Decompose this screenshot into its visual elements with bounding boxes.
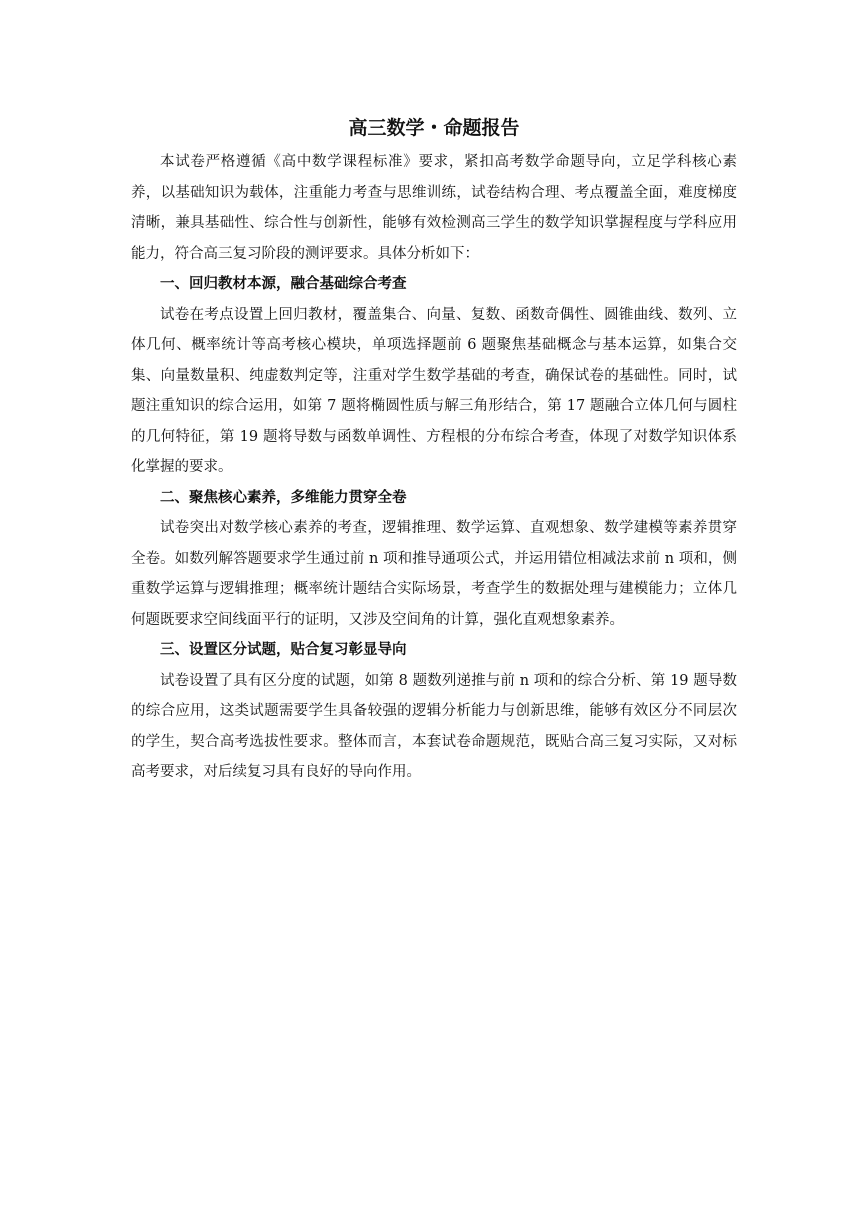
- report-title: 高三数学・命题报告: [348, 117, 520, 139]
- section-1-heading: 一、回归教材本源，融合基础综合考查: [160, 276, 407, 292]
- section-3-heading: 三、设置区分试题，贴合复习彰显导向: [160, 642, 407, 658]
- section-1-body: 试卷在考点设置上回归教材，覆盖集合、向量、复数、函数奇偶性、圆锥曲线、数列、立体几何、概率统计等高考核心模块，单项选择题前 6 题聚焦基础概念与基本运算，如集合交集、向量数量积、纯虚数判定等，注重对学生数学基础的考查，确保试卷的基础性。同时，试题注重知识的综合运用，如第 7 题将椭圆性质与解三角形结合，第 17 题融合立体几何与圆柱的几何特征，第 19 题将导数与函数单调性、方程根的分布综合考查，体现了对数学知识体系化掌握的要求。: [131, 306, 737, 475]
- intro-paragraph: 本试卷严格遵循《高中数学课程标准》要求，紧扣高考数学命题导向，立足学科核心素养，以基础知识为载体，注重能力考查与思维训练，试卷结构合理、考点覆盖全面，难度梯度清晰，兼具基础性、综合性与创新性，能够有效检测高三学生的数学知识掌握程度与学科应用能力，符合高三复习阶段的测评要求。具体分析如下：: [131, 154, 737, 262]
- section-3-body: 试卷设置了具有区分度的试题，如第 8 题数列递推与前 n 项和的综合分析、第 19 题导数的综合应用，这类试题需要学生具备较强的逻辑分析能力与创新思维，能够有效区分不同层次的学生，契合高考选拔性要求。整体而言，本套试卷命题规范，既贴合高三复习实际，又对标高考要求，对后续复习具有良好的导向作用。: [131, 672, 737, 780]
- report-page: [131, 113, 737, 788]
- section-2-body: 试卷突出对数学核心素养的考查，逻辑推理、数学运算、直观想象、数学建模等素养贯穿全卷。如数列解答题要求学生通过前 n 项和推导通项公式，并运用错位相减法求前 n 项和，侧重数学运算与逻辑推理；概率统计题结合实际场景，考查学生的数据处理与建模能力；立体几何题既要求空间线面平行的证明，又涉及空间角的计算，强化直观想象素养。: [131, 520, 737, 628]
- section-2-heading: 二、聚焦核心素养，多维能力贯穿全卷: [160, 489, 407, 506]
